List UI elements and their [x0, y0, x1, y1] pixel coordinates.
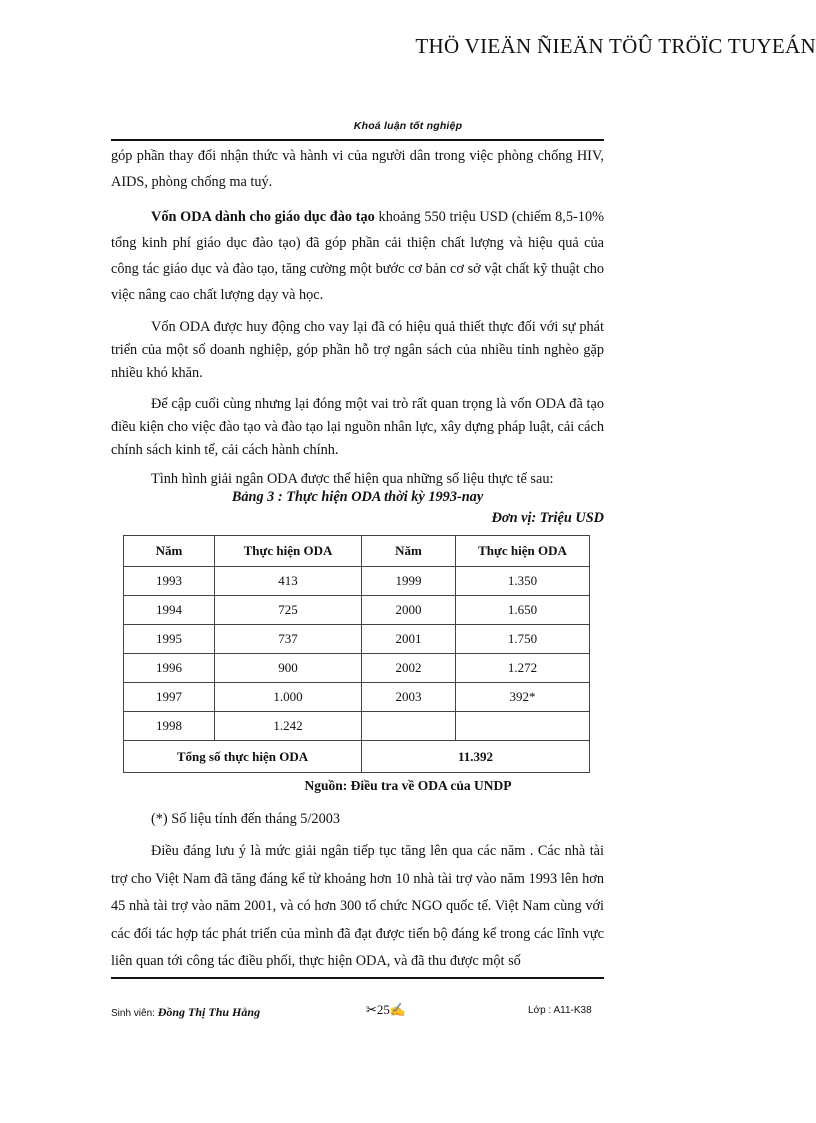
- table-cell: 1.650: [456, 596, 590, 625]
- total-label: Tổng số thực hiện ODA: [124, 741, 362, 773]
- table-cell: 2001: [362, 625, 456, 654]
- table-cell: [362, 712, 456, 741]
- table-title: Bảng 3 : Thực hiện ODA thời kỳ 1993-nay: [231, 489, 484, 505]
- paragraph-2-bold: Vốn ODA dành cho giáo dục đào tạo: [151, 209, 375, 225]
- table-cell: 1993: [124, 567, 215, 596]
- paragraph-3: Vốn ODA được huy động cho vay lại đã có hiệu quả thiết thực đối với sự phát triển của một số doanh nghiệp, góp phần hỗ trợ ngân sách của nhiều tỉnh nghèo gặp nhiều khó khăn.: [111, 319, 604, 381]
- table-row: [124, 625, 590, 654]
- pen-icon: ✍: [389, 1002, 407, 1017]
- table-cell: 2000: [362, 596, 456, 625]
- footer-class: Lớp : A11-K38: [528, 1005, 592, 1016]
- table-header-row: [124, 536, 590, 567]
- table-cell: 900: [215, 654, 362, 683]
- table-cell: [456, 712, 590, 741]
- footer-student-name: Đồng Thị Thu Hằng: [157, 1005, 261, 1019]
- body-block-2: [111, 806, 604, 976]
- paragraph-4: Để cập cuối cùng nhưng lại đóng một vai trò rất quan trọng là vốn ODA đã tạo điều kiện cho việc đào tạo và đào tạo lại nguồn nhân lực, xây dựng pháp luật, cải cách chính sách kinh tế, cải cách hành chính.: [111, 396, 604, 458]
- table-cell: 1996: [124, 654, 215, 683]
- table-cell: 1995: [124, 625, 215, 654]
- footer-student: [111, 1005, 260, 1020]
- oda-table: [123, 535, 590, 773]
- library-banner: THÖ VIEÄN ÑIEÄN TÖÛ TRÖÏC TUYEÁN: [415, 34, 816, 58]
- table-row: [124, 596, 590, 625]
- table-cell: 1.350: [456, 567, 590, 596]
- table-cell: 1.750: [456, 625, 590, 654]
- table-cell: 1999: [362, 567, 456, 596]
- footer-page: [366, 1002, 406, 1018]
- header-cell: Năm: [124, 536, 215, 567]
- paragraph-1: góp phần thay đổi nhận thức và hành vi của người dân trong việc phòng chống HIV, AIDS, phòng chống ma tuý.: [111, 148, 604, 190]
- table-cell: 392*: [456, 683, 590, 712]
- table-cell: 2003: [362, 683, 456, 712]
- table-row: [124, 654, 590, 683]
- body-block-1: [111, 143, 604, 527]
- header-cell: Thực hiện ODA: [456, 536, 590, 567]
- header-rule: [111, 139, 604, 141]
- table-cell: 1994: [124, 596, 215, 625]
- total-value: 11.392: [362, 741, 590, 773]
- paragraph-2-rest: khoảng 550 triệu USD (chiếm 8,5-10% tổng kinh phí giáo dục đào tạo) đã góp phần cải thiện chất lượng và hiệu quả của công tác giáo dục và đào tạo, tăng cường một bước cơ bản cơ sở vật chất kỹ thuật cho việc nâng cao chất lượng dạy và học.: [111, 209, 604, 303]
- table-cell: 413: [215, 567, 362, 596]
- table-total-row: [124, 741, 590, 773]
- scissors-icon: ✂: [366, 1002, 377, 1017]
- table-unit: Đơn vị: Triệu USD: [491, 510, 604, 526]
- table-row: [124, 567, 590, 596]
- header-cell: Năm: [362, 536, 456, 567]
- paragraph-6: (*) Số liệu tính đến tháng 5/2003: [151, 811, 341, 827]
- page-header-title: Khoá luận tốt nghiệp: [353, 120, 463, 132]
- paragraph-7: Điều đáng lưu ý là mức giải ngân tiếp tục tăng lên qua các năm . Các nhà tài trợ cho Việt Nam đã tăng đáng kể từ khoảng hơn 10 nhà tài trợ vào năm 1993 lên hơn 45 nhà tài trợ vào năm 2001, và có hơn 300 tổ chức NGO quốc tế. Việt Nam cùng với các đối tác hợp tác phát triển của mình đã đạt được tiến bộ đáng kể trong các lĩnh vực liên quan tới công tác điều phối, thực hiện ODA, và đã thu được một số: [111, 843, 604, 969]
- table-cell: 737: [215, 625, 362, 654]
- paragraph-2: [111, 204, 604, 308]
- page-number: 25: [376, 1002, 390, 1017]
- header-cell: Thực hiện ODA: [215, 536, 362, 567]
- table-row: [124, 712, 590, 741]
- footer-student-label: Sinh viên:: [111, 1008, 155, 1019]
- table-source: Nguồn: Điều tra về ODA của UNDP: [304, 778, 512, 793]
- table-cell: 1997: [124, 683, 215, 712]
- table-row: [124, 683, 590, 712]
- footer-rule: [111, 977, 604, 979]
- table-cell: 1.242: [215, 712, 362, 741]
- paragraph-5: Tình hình giải ngân ODA được thể hiện qua những số liệu thực tế sau:: [151, 471, 554, 487]
- table-cell: 1998: [124, 712, 215, 741]
- table-cell: 725: [215, 596, 362, 625]
- table-cell: 1.000: [215, 683, 362, 712]
- table-cell: 1.272: [456, 654, 590, 683]
- table-cell: 2002: [362, 654, 456, 683]
